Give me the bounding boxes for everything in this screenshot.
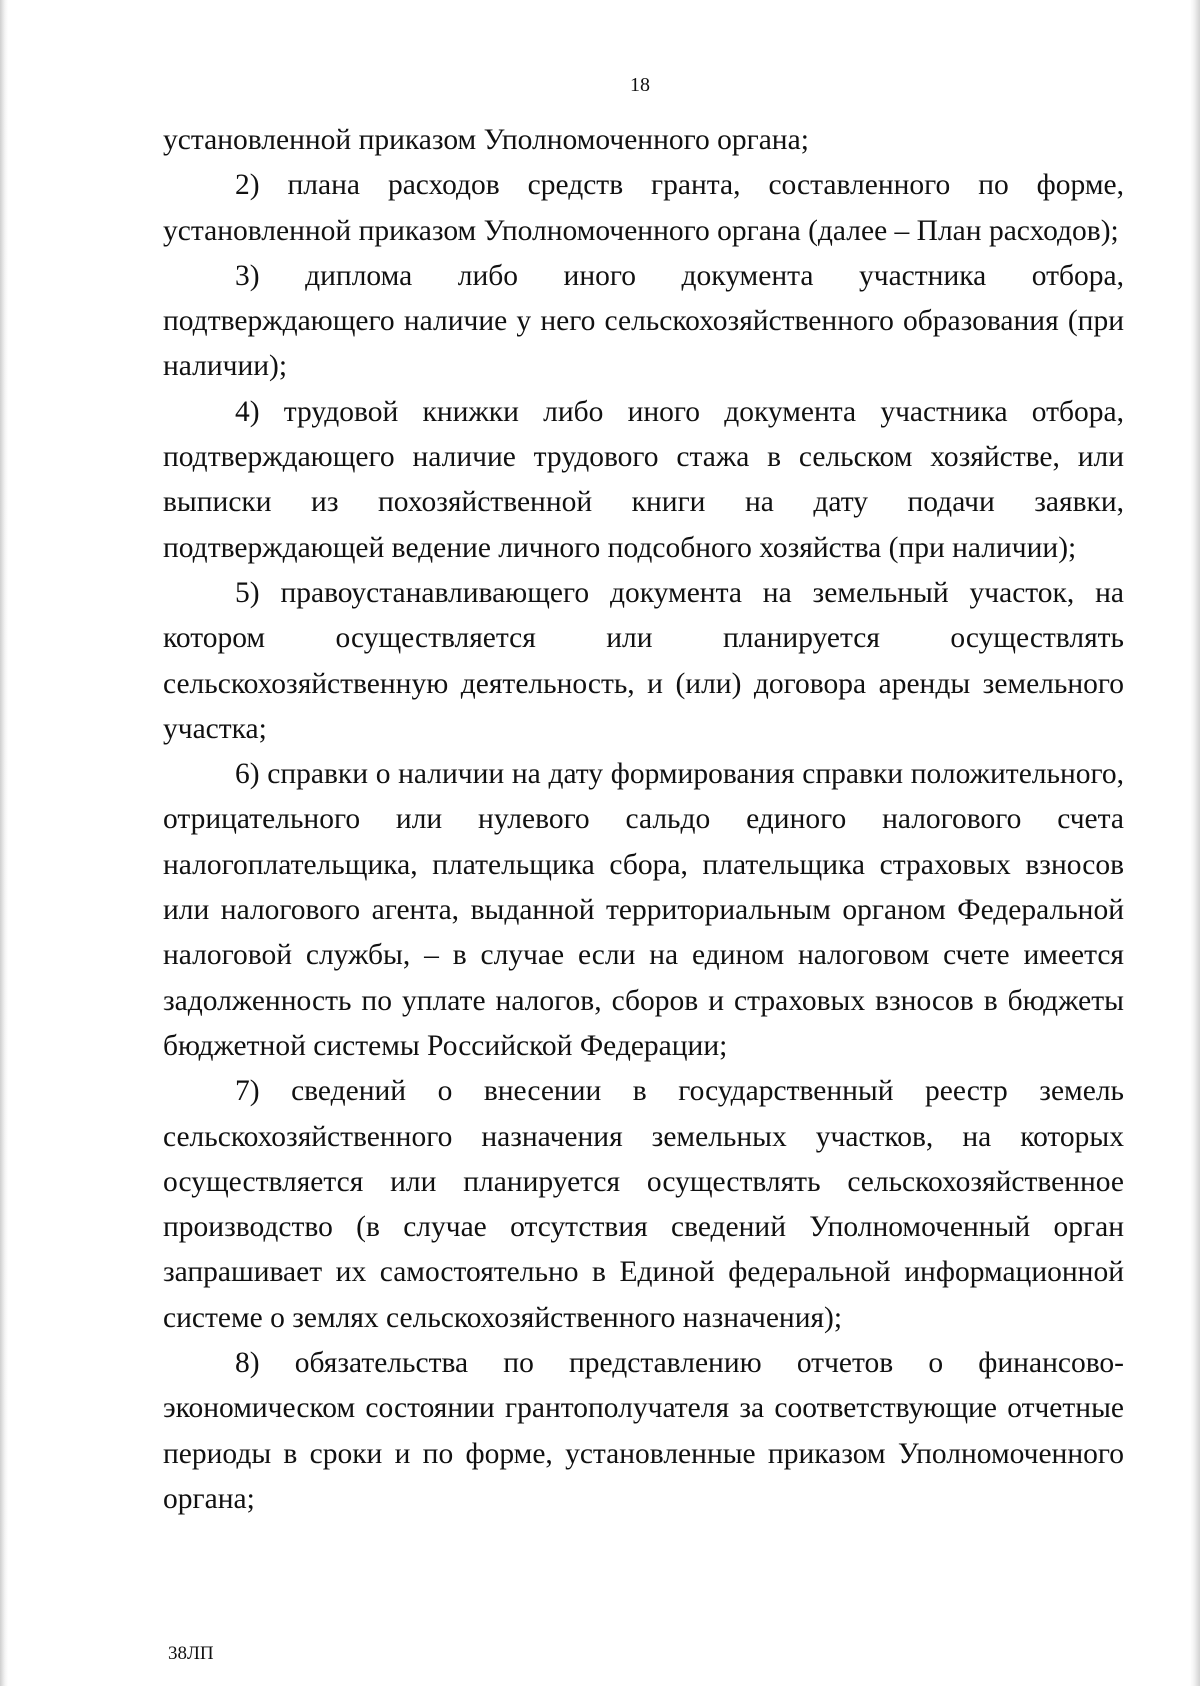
paragraph-item-4: 4) трудовой книжки либо иного документа участника отбора, подтверждающего наличие трудового стажа в сельском хозяйстве, или выписки из похозяйственной книги на дату подачи заявки, подтверждающей ведение личного подсобного хозяйства (при наличии); bbox=[163, 395, 1124, 564]
document-code: 38ЛП bbox=[168, 1643, 214, 1664]
paragraph-item-3: 3) диплома либо иного документа участника отбора, подтверждающего наличие у него сельскохозяйственного образования (при наличии); bbox=[163, 259, 1124, 383]
paragraph-item-5: 5) правоустанавливающего документа на земельный участок, на котором осуществляется или планируется осуществлять сельскохозяйственную деятельность, и (или) договора аренды земельного участка; bbox=[163, 576, 1124, 745]
scan-edge-right bbox=[1190, 0, 1200, 1686]
page-number: 18 bbox=[630, 74, 650, 96]
paragraph-item-6: 6) справки о наличии на дату формирования справки положительного, отрицательного или нулевого сальдо единого налогового счета налогоплательщика, плательщика сбора, плательщика страховых взносов или налогового агента, выданной территориальным органом Федеральной налоговой службы, – в случае если на едином налоговом счете имеется задолженность по уплате налогов, сборов и страховых взносов в бюджеты бюджетной системы Российской Федерации; bbox=[163, 758, 1124, 1062]
paragraph-continuation: установленной приказом Уполномоченного органа; bbox=[163, 124, 809, 156]
paragraph-item-2: 2) плана расходов средств гранта, составленного по форме, установленной приказом Уполномоченного органа (далее – План расходов); bbox=[163, 169, 1124, 247]
document-body bbox=[163, 118, 1124, 1522]
paragraph-item-8: 8) обязательства по представлению отчетов о финансово-экономическом состоянии грантополучателя за соответствующие отчетные периоды в сроки и по форме, установленные приказом Уполномоченного органа; bbox=[163, 1347, 1124, 1515]
scan-edge-left bbox=[0, 0, 8, 1686]
paragraph-item-7: 7) сведений о внесении в государственный реестр земель сельскохозяйственного назначения земельных участков, на которых осуществляется или планируется осуществлять сельскохозяйственное производство (в случае отсутствия сведений Уполномоченный орган запрашивает их самостоятельно в Единой федеральной информационной системе о землях сельскохозяйственного назначения); bbox=[163, 1075, 1124, 1334]
